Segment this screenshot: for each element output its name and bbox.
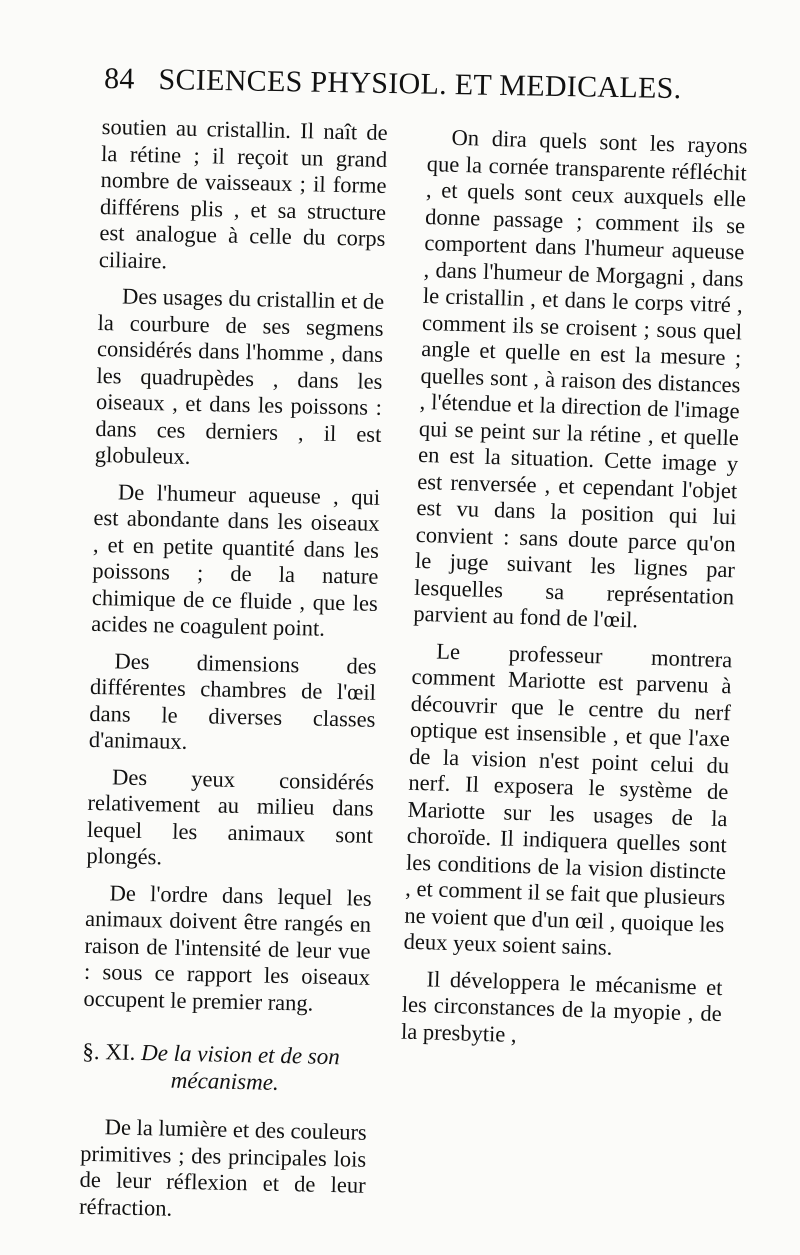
paragraph-dimensions-chambres: Des dimensions des différentes chambres de l'œil dans le diverses classes d'animaux. [88,647,377,754]
paragraph-lumiere-couleurs: De la lumière et des couleurs primitives ; des principales lois de leur réflexion et de leur réfraction. [78,1114,367,1221]
running-title: SCIENCES PHYSIOL. ET MEDICALES. [158,62,682,106]
paragraph-usages-cristallin: Des usages du cristallin et de la courbure de ses segmens considérés dans l'homme , dans les quadrupèdes , dans les oiseaux , et dans les poissons : dans ces derniers , il est globuleux. [94,283,385,469]
left-column [79,114,388,1226]
paragraph-rayons-cornee: On dira quels sont les rayons que la cornée transparente réfléchit , et quels sont ceux auxquels elle donne passage ; comment ils se comportent dans l'humeur aqueuse , dans l'humeur de Morgagni , dans le cristallin , et dans le corps vitré , comment ils se croisent ; sous quel angle et quelle en est la mesure ; quelles sont , à raison des distances , l'étendue et la direction de l'image qui se peint sur la rétine , et quelle en est la situation. Cette image y est renversée , et cependant l'objet est vu dans la position qui lui convient : sans doute parce qu'on le juge suivant les lignes par lesquelles sa représentation parvient au fond de l'œil. [413,124,748,633]
paragraph-cristallin-support: soutien au cristallin. Il naît de la rétine ; il reçoit un grand nombre de vaisseaux ; il forme différens plis , et sa structure est analogue à celle du corps ciliaire. [98,114,388,273]
page-header [104,62,705,120]
paragraph-ordre-animaux: De l'ordre dans lequel les animaux doivent être rangés en raison de l'intensité de leur vue : sous ce rapport les oiseaux occupent le premier rang. [83,879,372,1016]
paragraph-myopie: Il développera le mécanisme et les circonstances de la myopie , de la presbytie , [400,965,723,1047]
paragraph-humeur-aqueuse: De l'humeur aqueuse , qui est abondante dans les oiseaux , et en petite quantité dans les poissons ; de la nature chimique de ce fluide , que les acides ne coagulent point. [91,478,381,641]
section-title: De la vision et de son [140,1040,341,1070]
right-column [401,124,748,1054]
section-number: §. XI. [82,1038,136,1065]
section-heading [82,1038,369,1098]
page-number: 84 [103,62,136,96]
paragraph-yeux-milieu: Des yeux considérés relativement au milieu dans lequel les animaux sont plongés. [86,763,375,870]
section-title-continued: mécanisme. [170,1067,279,1095]
paragraph-mariotte: Le professeur montrera comment Mariotte est parvenu à découvrir que le centre du nerf optique est insensible , et que l'axe de la vision n'est point celui du nerf. Il exposera le système de Mariotte sur les usages de la choroïde. Il indiquera quelles sont les conditions de la vision distincte , et comment il se fait que plusieurs ne voient que d'un œil , quoique les deux yeux soient sains. [403,637,733,960]
